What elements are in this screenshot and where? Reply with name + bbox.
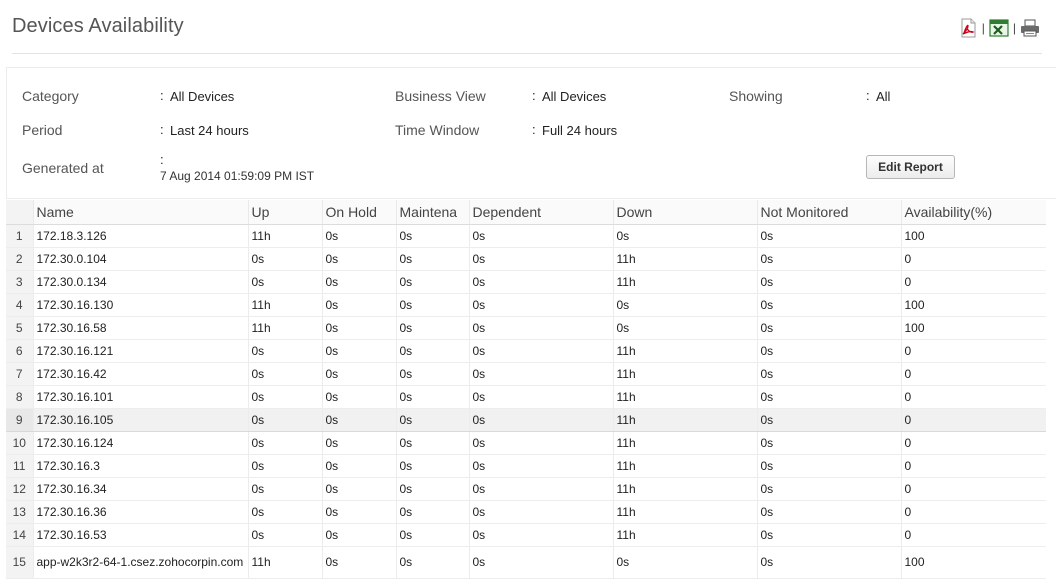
showing-value: All — [876, 89, 891, 104]
row-number: 9 — [6, 408, 33, 431]
device-name: app-w2k3r2-64-1.csez.zohocorpin.com — [33, 546, 248, 578]
row-number-header — [6, 200, 33, 224]
device-name: 172.30.16.53 — [33, 523, 248, 546]
column-header-down[interactable]: Down — [613, 200, 757, 224]
row-number: 6 — [6, 339, 33, 362]
dependent-duration: 0s — [469, 431, 613, 454]
pdf-icon[interactable] — [958, 18, 978, 38]
edit-report-button[interactable]: Edit Report — [866, 155, 955, 179]
on-hold-duration: 0s — [322, 408, 396, 431]
not-monitored-duration: 0s — [757, 247, 901, 270]
title-divider — [12, 53, 1042, 54]
maintenance-duration: 0s — [396, 454, 469, 477]
dependent-duration: 0s — [469, 316, 613, 339]
table-row[interactable] — [6, 385, 1046, 408]
maintenance-duration: 0s — [396, 293, 469, 316]
maintenance-duration: 0s — [396, 224, 469, 247]
period-value: Last 24 hours — [170, 123, 249, 138]
dependent-duration: 0s — [469, 454, 613, 477]
maintenance-duration: 0s — [396, 477, 469, 500]
device-name: 172.30.16.101 — [33, 385, 248, 408]
not-monitored-duration: 0s — [757, 385, 901, 408]
column-header-on-hold[interactable]: On Hold — [322, 200, 396, 224]
up-duration: 11h — [248, 546, 322, 578]
table-row[interactable] — [6, 224, 1046, 247]
row-number: 13 — [6, 500, 33, 523]
availability-value: 0 — [901, 454, 1046, 477]
maintenance-duration: 0s — [396, 408, 469, 431]
table-row[interactable] — [6, 500, 1046, 523]
up-duration: 0s — [248, 477, 322, 500]
up-duration: 0s — [248, 247, 322, 270]
down-duration: 0s — [613, 316, 757, 339]
table-row[interactable] — [6, 247, 1046, 270]
not-monitored-duration: 0s — [757, 523, 901, 546]
column-header-availability[interactable]: Availability(%) — [901, 200, 1046, 224]
table-header-row — [6, 200, 1046, 224]
period-colon: : — [160, 122, 164, 137]
device-name: 172.30.16.34 — [33, 477, 248, 500]
down-duration: 11h — [613, 362, 757, 385]
availability-value: 0 — [901, 270, 1046, 293]
availability-value: 100 — [901, 224, 1046, 247]
down-duration: 11h — [613, 500, 757, 523]
column-header-maintenance[interactable]: Maintena — [396, 200, 469, 224]
on-hold-duration: 0s — [322, 362, 396, 385]
category-label: Category — [22, 88, 79, 104]
availability-table — [6, 200, 1046, 579]
dependent-duration: 0s — [469, 500, 613, 523]
dependent-duration: 0s — [469, 385, 613, 408]
row-number: 11 — [6, 454, 33, 477]
print-icon[interactable] — [1020, 18, 1040, 38]
on-hold-duration: 0s — [322, 339, 396, 362]
row-number: 8 — [6, 385, 33, 408]
row-number: 12 — [6, 477, 33, 500]
availability-value: 0 — [901, 247, 1046, 270]
column-header-up[interactable]: Up — [248, 200, 322, 224]
category-colon: : — [160, 88, 164, 103]
up-duration: 11h — [248, 316, 322, 339]
page-title: Devices Availability — [12, 15, 184, 37]
device-name: 172.18.3.126 — [33, 224, 248, 247]
down-duration: 0s — [613, 224, 757, 247]
not-monitored-duration: 0s — [757, 270, 901, 293]
up-duration: 11h — [248, 224, 322, 247]
table-row[interactable] — [6, 431, 1046, 454]
down-duration: 11h — [613, 408, 757, 431]
report-criteria-panel — [6, 67, 1056, 199]
availability-value: 0 — [901, 385, 1046, 408]
dependent-duration: 0s — [469, 293, 613, 316]
device-name: 172.30.16.58 — [33, 316, 248, 339]
showing-label: Showing — [729, 88, 783, 104]
column-header-not-monitored[interactable]: Not Monitored — [757, 200, 901, 224]
maintenance-duration: 0s — [396, 316, 469, 339]
table-row[interactable] — [6, 339, 1046, 362]
dependent-duration: 0s — [469, 362, 613, 385]
row-number: 7 — [6, 362, 33, 385]
availability-value: 0 — [901, 500, 1046, 523]
up-duration: 0s — [248, 523, 322, 546]
availability-table-container — [6, 200, 1046, 584]
down-duration: 11h — [613, 247, 757, 270]
device-name: 172.30.16.130 — [33, 293, 248, 316]
table-row[interactable] — [6, 316, 1046, 339]
availability-value: 0 — [901, 431, 1046, 454]
device-name: 172.30.16.121 — [33, 339, 248, 362]
maintenance-duration: 0s — [396, 523, 469, 546]
availability-value: 100 — [901, 546, 1046, 578]
table-body — [6, 224, 1046, 578]
on-hold-duration: 0s — [322, 477, 396, 500]
row-number: 2 — [6, 247, 33, 270]
availability-value: 0 — [901, 408, 1046, 431]
on-hold-duration: 0s — [322, 454, 396, 477]
toolbar-separator: | — [981, 21, 985, 35]
device-name: 172.30.0.134 — [33, 270, 248, 293]
availability-value: 0 — [901, 523, 1046, 546]
device-name: 172.30.16.36 — [33, 500, 248, 523]
availability-value: 100 — [901, 316, 1046, 339]
device-name: 172.30.16.105 — [33, 408, 248, 431]
row-number: 10 — [6, 431, 33, 454]
maintenance-duration: 0s — [396, 270, 469, 293]
up-duration: 0s — [248, 362, 322, 385]
down-duration: 0s — [613, 293, 757, 316]
maintenance-duration: 0s — [396, 362, 469, 385]
column-header-name[interactable]: Name — [33, 200, 248, 224]
device-name: 172.30.16.42 — [33, 362, 248, 385]
time-window-colon: : — [532, 122, 536, 137]
not-monitored-duration: 0s — [757, 431, 901, 454]
column-header-dependent[interactable]: Dependent — [469, 200, 613, 224]
on-hold-duration: 0s — [322, 293, 396, 316]
generated-at-label: Generated at — [22, 160, 104, 176]
maintenance-duration: 0s — [396, 500, 469, 523]
table-row[interactable] — [6, 523, 1046, 546]
generated-at-colon: : — [160, 152, 164, 167]
on-hold-duration: 0s — [322, 224, 396, 247]
dependent-duration: 0s — [469, 477, 613, 500]
dependent-duration: 0s — [469, 339, 613, 362]
not-monitored-duration: 0s — [757, 362, 901, 385]
up-duration: 0s — [248, 408, 322, 431]
row-number: 3 — [6, 270, 33, 293]
table-row[interactable] — [6, 408, 1046, 431]
down-duration: 11h — [613, 385, 757, 408]
report-header — [0, 0, 1056, 54]
business-view-label: Business View — [395, 88, 486, 104]
down-duration: 0s — [613, 546, 757, 578]
dependent-duration: 0s — [469, 247, 613, 270]
excel-icon[interactable] — [989, 18, 1009, 38]
maintenance-duration: 0s — [396, 247, 469, 270]
up-duration: 0s — [248, 385, 322, 408]
row-number: 5 — [6, 316, 33, 339]
availability-value: 0 — [901, 362, 1046, 385]
dependent-duration: 0s — [469, 523, 613, 546]
not-monitored-duration: 0s — [757, 546, 901, 578]
up-duration: 0s — [248, 270, 322, 293]
business-view-value: All Devices — [542, 89, 607, 104]
maintenance-duration: 0s — [396, 546, 469, 578]
dependent-duration: 0s — [469, 408, 613, 431]
dependent-duration: 0s — [469, 224, 613, 247]
on-hold-duration: 0s — [322, 500, 396, 523]
down-duration: 11h — [613, 431, 757, 454]
row-number: 14 — [6, 523, 33, 546]
table-row[interactable] — [6, 270, 1046, 293]
down-duration: 11h — [613, 270, 757, 293]
row-number: 1 — [6, 224, 33, 247]
on-hold-duration: 0s — [322, 247, 396, 270]
up-duration: 0s — [248, 339, 322, 362]
not-monitored-duration: 0s — [757, 224, 901, 247]
table-row[interactable] — [6, 293, 1046, 316]
time-window-value: Full 24 hours — [542, 123, 618, 138]
down-duration: 11h — [613, 523, 757, 546]
down-duration: 11h — [613, 477, 757, 500]
up-duration: 0s — [248, 431, 322, 454]
table-row[interactable] — [6, 546, 1046, 578]
device-name: 172.30.0.104 — [33, 247, 248, 270]
maintenance-duration: 0s — [396, 431, 469, 454]
generated-at-value: 7 Aug 2014 01:59:09 PM IST — [160, 169, 315, 183]
down-duration: 11h — [613, 454, 757, 477]
availability-value: 0 — [901, 477, 1046, 500]
row-number: 15 — [6, 546, 33, 578]
availability-value: 100 — [901, 293, 1046, 316]
not-monitored-duration: 0s — [757, 408, 901, 431]
on-hold-duration: 0s — [322, 270, 396, 293]
down-duration: 11h — [613, 339, 757, 362]
row-number: 4 — [6, 293, 33, 316]
on-hold-duration: 0s — [322, 546, 396, 578]
on-hold-duration: 0s — [322, 385, 396, 408]
not-monitored-duration: 0s — [757, 454, 901, 477]
on-hold-duration: 0s — [322, 523, 396, 546]
on-hold-duration: 0s — [322, 431, 396, 454]
on-hold-duration: 0s — [322, 316, 396, 339]
up-duration: 0s — [248, 500, 322, 523]
export-toolbar — [958, 18, 1040, 38]
dependent-duration: 0s — [469, 546, 613, 578]
not-monitored-duration: 0s — [757, 500, 901, 523]
toolbar-separator: | — [1012, 21, 1016, 35]
availability-value: 0 — [901, 339, 1046, 362]
device-name: 172.30.16.124 — [33, 431, 248, 454]
business-view-colon: : — [532, 88, 536, 103]
time-window-label: Time Window — [395, 122, 480, 138]
table-row[interactable] — [6, 454, 1046, 477]
up-duration: 0s — [248, 454, 322, 477]
maintenance-duration: 0s — [396, 385, 469, 408]
table-row[interactable] — [6, 362, 1046, 385]
table-row[interactable] — [6, 477, 1046, 500]
not-monitored-duration: 0s — [757, 316, 901, 339]
up-duration: 11h — [248, 293, 322, 316]
dependent-duration: 0s — [469, 270, 613, 293]
not-monitored-duration: 0s — [757, 293, 901, 316]
device-name: 172.30.16.3 — [33, 454, 248, 477]
category-value: All Devices — [170, 89, 235, 104]
showing-colon: : — [866, 88, 870, 103]
not-monitored-duration: 0s — [757, 477, 901, 500]
period-label: Period — [22, 122, 63, 138]
maintenance-duration: 0s — [396, 339, 469, 362]
not-monitored-duration: 0s — [757, 339, 901, 362]
